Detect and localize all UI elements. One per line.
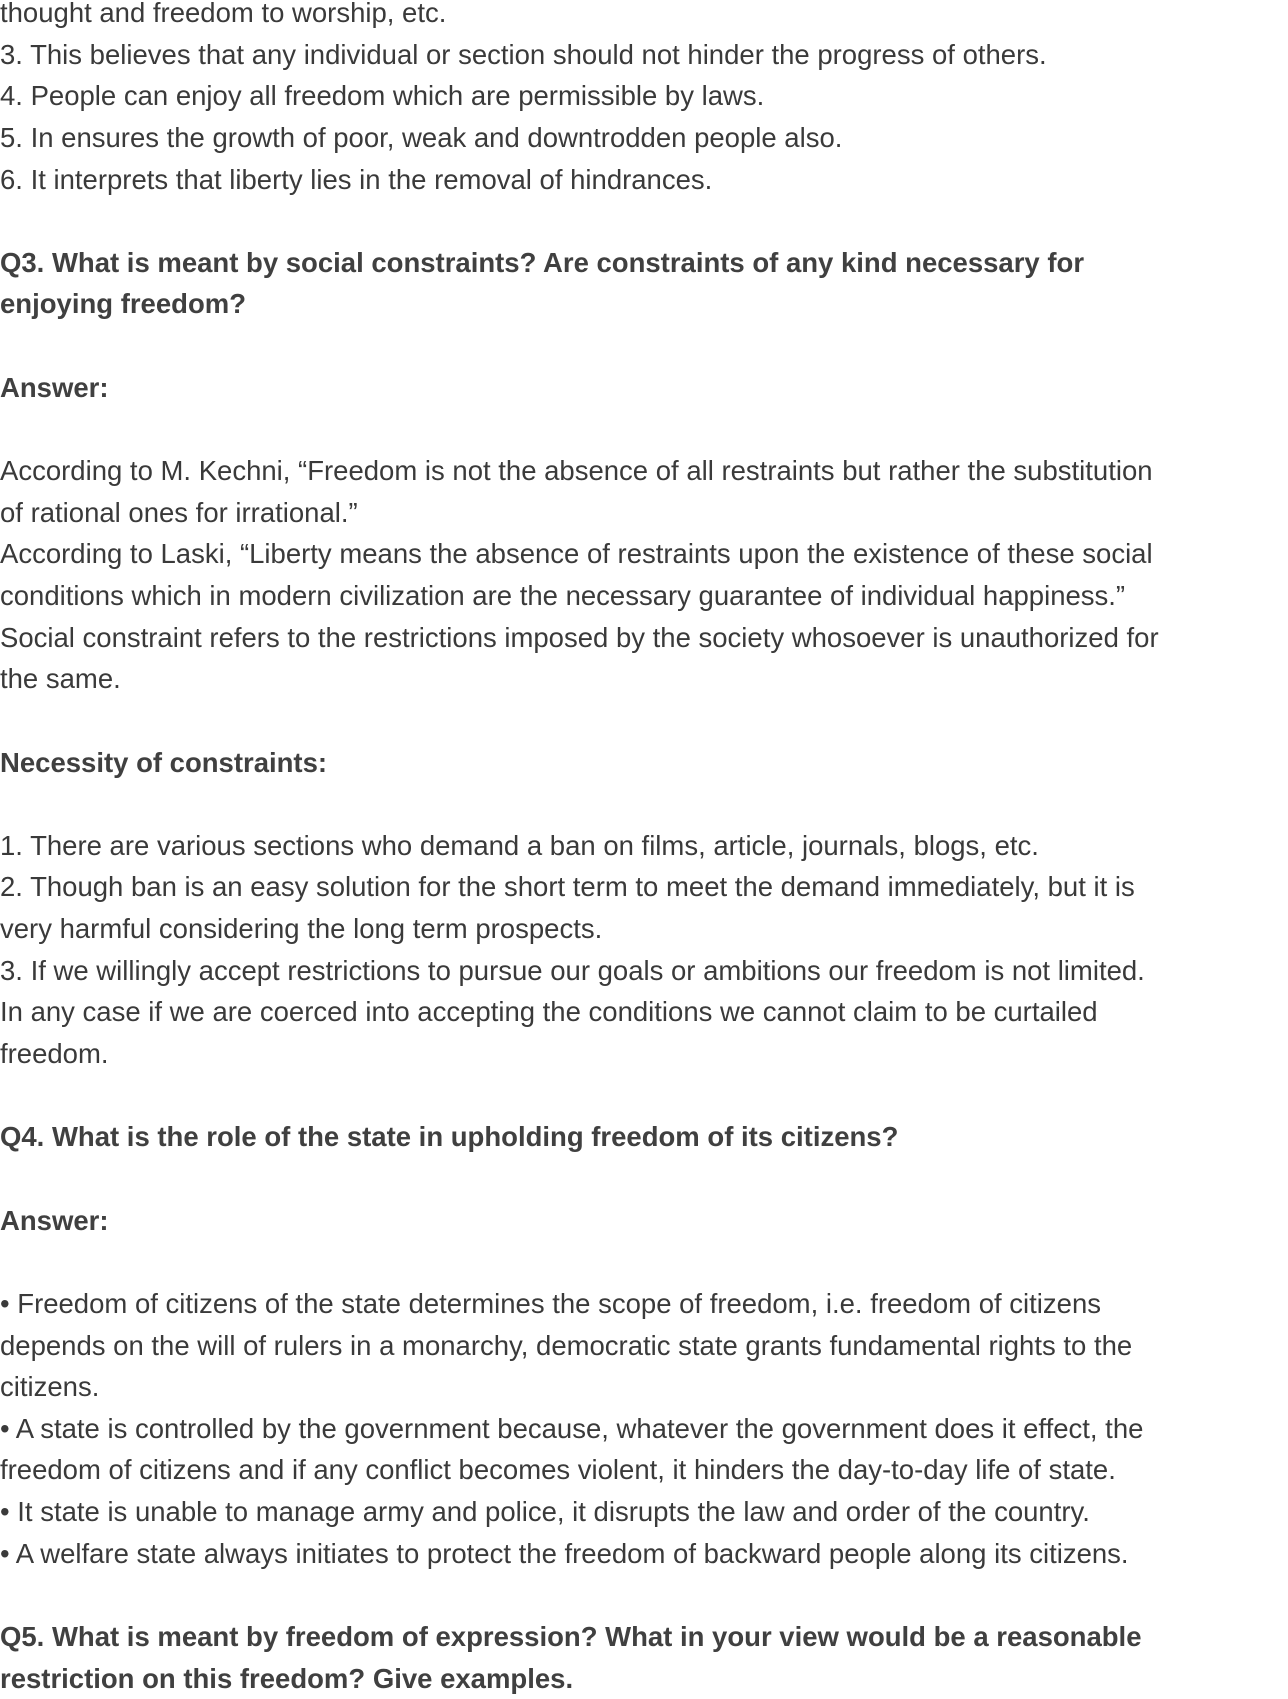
text-line: Answer:	[0, 371, 109, 403]
question-heading	[0, 1616, 1288, 1699]
spacer	[0, 325, 1288, 367]
numbered-list	[0, 825, 1288, 1075]
text-line: freedom of citizens and if any conflict becomes violent, it hinders the day-to-day life of state.	[0, 1454, 1116, 1486]
text-line: Q4. What is the role of the state in upholding freedom of its citizens?	[0, 1121, 899, 1153]
text-line: • It state is unable to manage army and police, it disrupts the law and order of the country.	[0, 1496, 1090, 1528]
text-line: 4. People can enjoy all freedom which are permissible by laws.	[0, 80, 765, 112]
text-line: Q3. What is meant by social constraints? Are constraints of any kind necessary for	[0, 246, 1085, 278]
spacer	[0, 1574, 1288, 1616]
text-line: thought and freedom to worship, etc.	[0, 0, 447, 28]
text-line: of rational ones for irrational.”	[0, 496, 358, 528]
paragraph	[0, 450, 1288, 700]
text-line: • A state is controlled by the government because, whatever the government does it effect, the	[0, 1412, 1144, 1444]
text-line: conditions which in modern civilization are the necessary guarantee of individual happiness.”	[0, 579, 1126, 611]
text-line: freedom.	[0, 1038, 109, 1070]
spacer	[0, 1158, 1288, 1200]
question-heading	[0, 1116, 1288, 1158]
section-heading	[0, 742, 1288, 784]
text-line: Social constraint refers to the restrictions imposed by the society whosoever is unauthorized for	[0, 621, 1159, 653]
text-line: According to Laski, “Liberty means the absence of restraints upon the existence of these social	[0, 538, 1153, 570]
text-line: • Freedom of citizens of the state determines the scope of freedom, i.e. freedom of citizens	[0, 1287, 1101, 1319]
text-line: depends on the will of rulers in a monarchy, democratic state grants fundamental rights to the	[0, 1329, 1133, 1361]
text-line: restriction on this freedom? Give examples.	[0, 1662, 574, 1694]
spacer	[0, 200, 1288, 242]
spacer	[0, 700, 1288, 742]
section-heading	[0, 1200, 1288, 1242]
text-line: • A welfare state always initiates to protect the freedom of backward people along its citizens.	[0, 1537, 1129, 1569]
spacer	[0, 408, 1288, 450]
text-line: 3. If we willingly accept restrictions to pursue our goals or ambitions our freedom is not limited.	[0, 954, 1145, 986]
text-line: Necessity of constraints:	[0, 746, 328, 778]
text-line: 3. This believes that any individual or section should not hinder the progress of others.	[0, 38, 1047, 70]
spacer	[0, 1075, 1288, 1117]
numbered-list	[0, 1283, 1288, 1574]
section-heading	[0, 367, 1288, 409]
question-heading	[0, 242, 1288, 325]
text-line: very harmful considering the long term prospects.	[0, 913, 603, 945]
text-line: In any case if we are coerced into accepting the conditions we cannot claim to be curtailed	[0, 996, 1098, 1028]
text-line: Q5. What is meant by freedom of expression? What in your view would be a reasonable	[0, 1620, 1142, 1652]
text-line: 6. It interprets that liberty lies in the removal of hindrances.	[0, 163, 713, 195]
text-line: enjoying freedom?	[0, 288, 246, 320]
text-line: 5. In ensures the growth of poor, weak and downtrodden people also.	[0, 121, 843, 153]
text-line: 1. There are various sections who demand a ban on films, article, journals, blogs, etc.	[0, 829, 1039, 861]
numbered-list	[0, 0, 1288, 200]
text-line: Answer:	[0, 1204, 109, 1236]
text-line: citizens.	[0, 1371, 100, 1403]
spacer	[0, 783, 1288, 825]
text-line: the same.	[0, 663, 121, 695]
text-line: 2. Though ban is an easy solution for the short term to meet the demand immediately, but it is	[0, 871, 1135, 903]
spacer	[0, 1241, 1288, 1283]
text-line: According to M. Kechni, “Freedom is not the absence of all restraints but rather the substitution	[0, 455, 1153, 487]
